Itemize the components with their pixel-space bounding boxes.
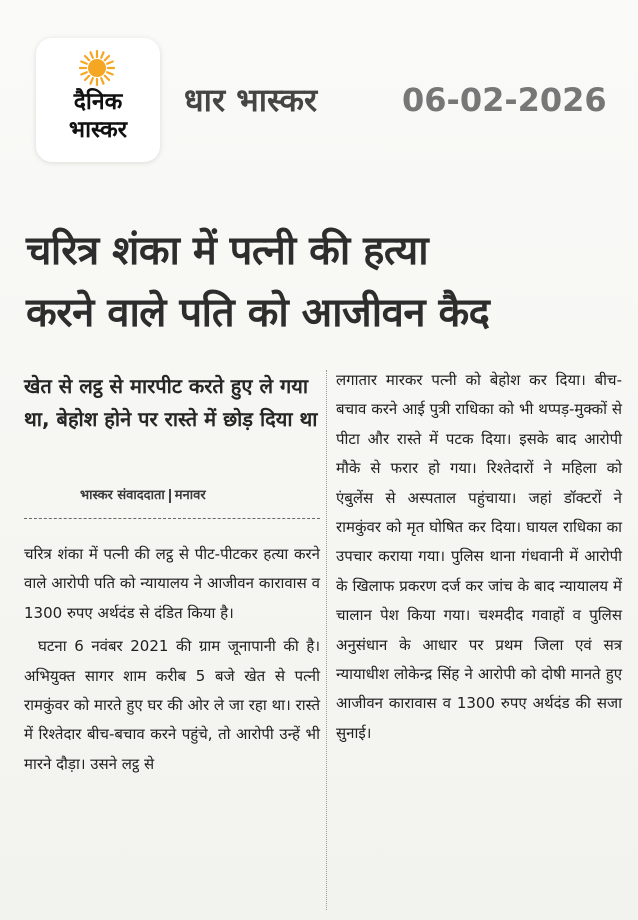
subheadline: खेत से लट्ठ से मारपीट करते हुए ले गया था, बेहोश होने पर रास्ते में छोड़ दिया था [24,374,318,431]
article-paragraph-2: घटना 6 नवंबर 2021 की ग्राम जूनापानी की है। अभियुक्त सागर शाम करीब 5 बजे खेत से पत्नी रामकुंवर को मारते हुए घर की ओर ले जा रहा था। रास्ते में रिश्तेदार बीच-बचाव करने पहुंचे, तो आरोपी उन्हें भी मारने दौड़ा। उसने लट्ठ से [24,637,320,773]
dainik-bhaskar-logo [36,38,160,162]
headline [26,220,622,344]
sun-ray [105,56,109,60]
article-paragraph-1: चरित्र शंका में पत्नी की लट्ठ से पीट-पीटकर हत्या करने वाले आरोपी पति को न्यायालय ने आजीवन कारावास व 1300 रुपए अर्थदंड से दंडित किया है। [24,545,320,622]
sun-icon [79,50,115,86]
sun-ray [105,76,109,80]
sun-ray [90,78,92,84]
logo-text-bhaskar: भास्कर [68,117,128,143]
byline [80,485,206,503]
article-column-left [24,540,320,779]
headline-line-1: चरित्र शंका में पत्नी की हत्या [26,228,429,274]
logo-text-dainik: दैनिक [73,89,123,115]
byline-reporter: भास्कर संवाददाता [80,488,165,503]
sun-ray [81,72,87,74]
sun-ray [81,61,87,63]
column-divider [326,370,327,910]
sun-ray [107,72,113,74]
article-paragraph-3: लगातार मारकर पत्नी को बेहोश कर दिया। बीच-बचाव करने आई पुत्री राधिका को भी थप्पड़-मुक्कों से पीटा और रास्ते में पटक दिया। इसके बाद आरोपी मौके से फरार हो गया। रिश्तेदारों ने महिला को एंबुलेंस से अस्पताल पहुंचाया। जहां डॉक्टरों ने रामकुंवर को मृत घोषित कर दिया। घायल राधिका का उपचार कराया गया। पुलिस थाना गंधवानी में आरोपी के खिलाफ प्रकरण दर्ज कर जांच के बाद न्यायालय में चालान पेश किया गया। चश्मदीद गवाहों व पुलिस अनुसंधान के आधार पर प्रथम जिला एवं सत्र न्यायाधीश लोकेन्द्र सिंह ने आरोपी को दोषी मानते हुए आजीवन कारावास व 1300 रुपए अर्थदंड की सजा सुनाई। [336,371,622,742]
sun-ray [101,52,103,58]
article-column-right [336,366,622,748]
publication-date: 06-02-2026 [402,81,607,119]
byline-place: मनावर [174,488,206,503]
sun-ray [107,61,113,63]
sun-ray [85,56,89,60]
sun-ray [85,76,89,80]
dashed-divider [24,518,320,519]
headline-line-2: करने वाले पति को आजीवन कैद [26,290,490,336]
edition-name: धार भास्कर [184,81,318,119]
byline-separator [169,489,171,503]
sun-ray [101,78,103,84]
sun-ray [90,52,92,58]
